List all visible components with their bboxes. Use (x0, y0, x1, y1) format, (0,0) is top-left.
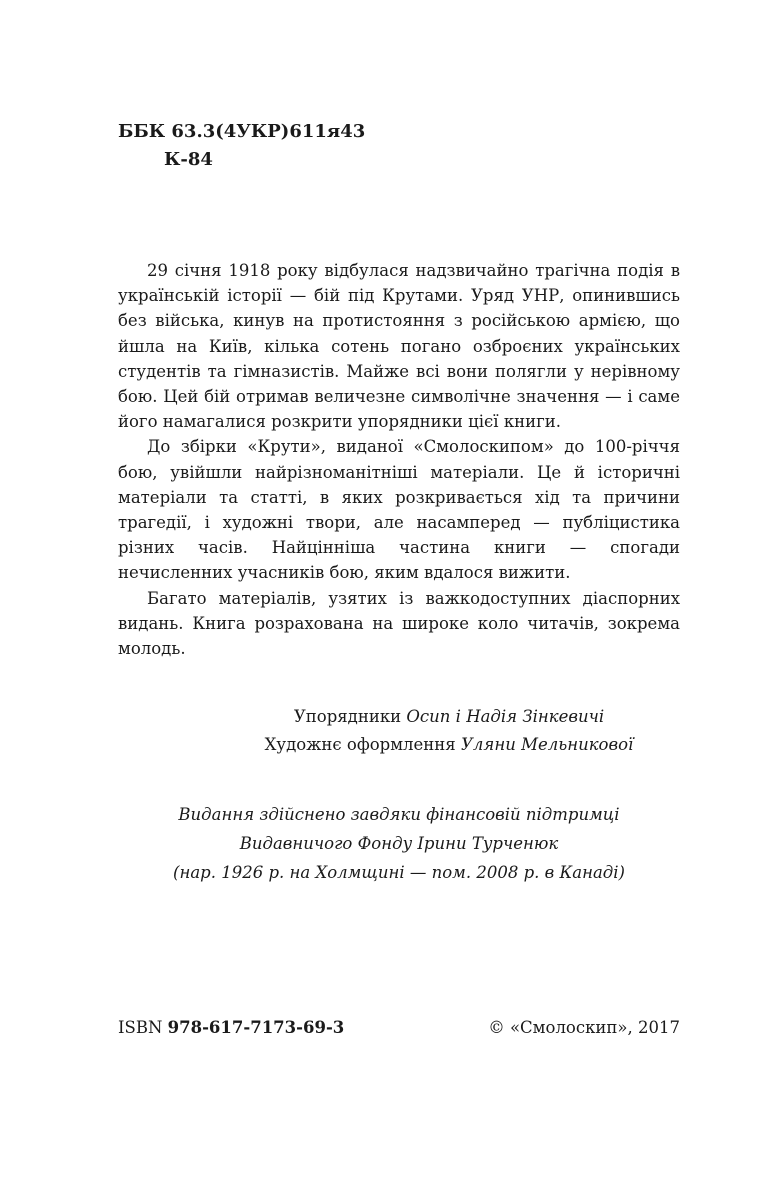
design-line (118, 731, 680, 759)
compilers-line (118, 703, 680, 731)
annotation (118, 258, 680, 661)
design-label: Художнє оформлення (264, 735, 456, 754)
credits (118, 703, 680, 759)
sponsor-line: Видавничого Фонду Ірини Турченюк (239, 834, 559, 853)
annotation-paragraph: Багато матеріалів, узятих із важкодоступних діаспорних видань. Книга розрахована на широке коло читачів, зокрема молодь. (118, 588, 680, 659)
footer (118, 1014, 680, 1042)
bbk-code: ББК 63.3(4УКР)611я43 (118, 121, 366, 142)
bbk-block (118, 118, 365, 174)
isbn (118, 1014, 344, 1042)
compilers-names: Осип і Надія Зінкевичі (406, 707, 605, 726)
sponsor-line: (нар. 1926 р. на Холмщині — пом. 2008 р. в Канаді) (173, 863, 625, 882)
copyright: © «Смолоскип», 2017 (488, 1018, 680, 1037)
annotation-paragraph: До збірки «Крути», виданої «Смолоскипом» до 100-річчя бою, увійшли найрізноманітніші матеріали. Це й історичні матеріали та статті, в яких розкривається хід та причини трагедії, і художні твори, але насамперед — публіцистика різних часів. Найцінніша частина книги — спогади нечисленних учасників бою, яким вдалося вижити. (118, 437, 680, 583)
isbn-number: 978-617-7173-69-3 (167, 1018, 345, 1037)
annotation-paragraph: 29 січня 1918 року відбулася надзвичайно трагічна подія в українській історії — бій під Крутами. Уряд УНР, опинившись без війська, кинув на протистояння з російською армією, що йшла на Київ, кілька сотень погано озброєних українських студентів та гімназистів. Майже всі вони полягли у нерівному бою. Цей бій отримав величезне символічне значення — і саме його намагалися розкрити упорядники цієї книги. (118, 261, 680, 432)
sponsor-line: Видання здійснено завдяки фінансовій підтримці (178, 805, 620, 824)
author-mark: К-84 (164, 149, 213, 170)
isbn-label: ISBN (118, 1018, 163, 1037)
design-name: Уляни Мельникової (460, 735, 634, 754)
sponsor-note (118, 800, 680, 887)
compilers-label: Упорядники (293, 707, 402, 726)
